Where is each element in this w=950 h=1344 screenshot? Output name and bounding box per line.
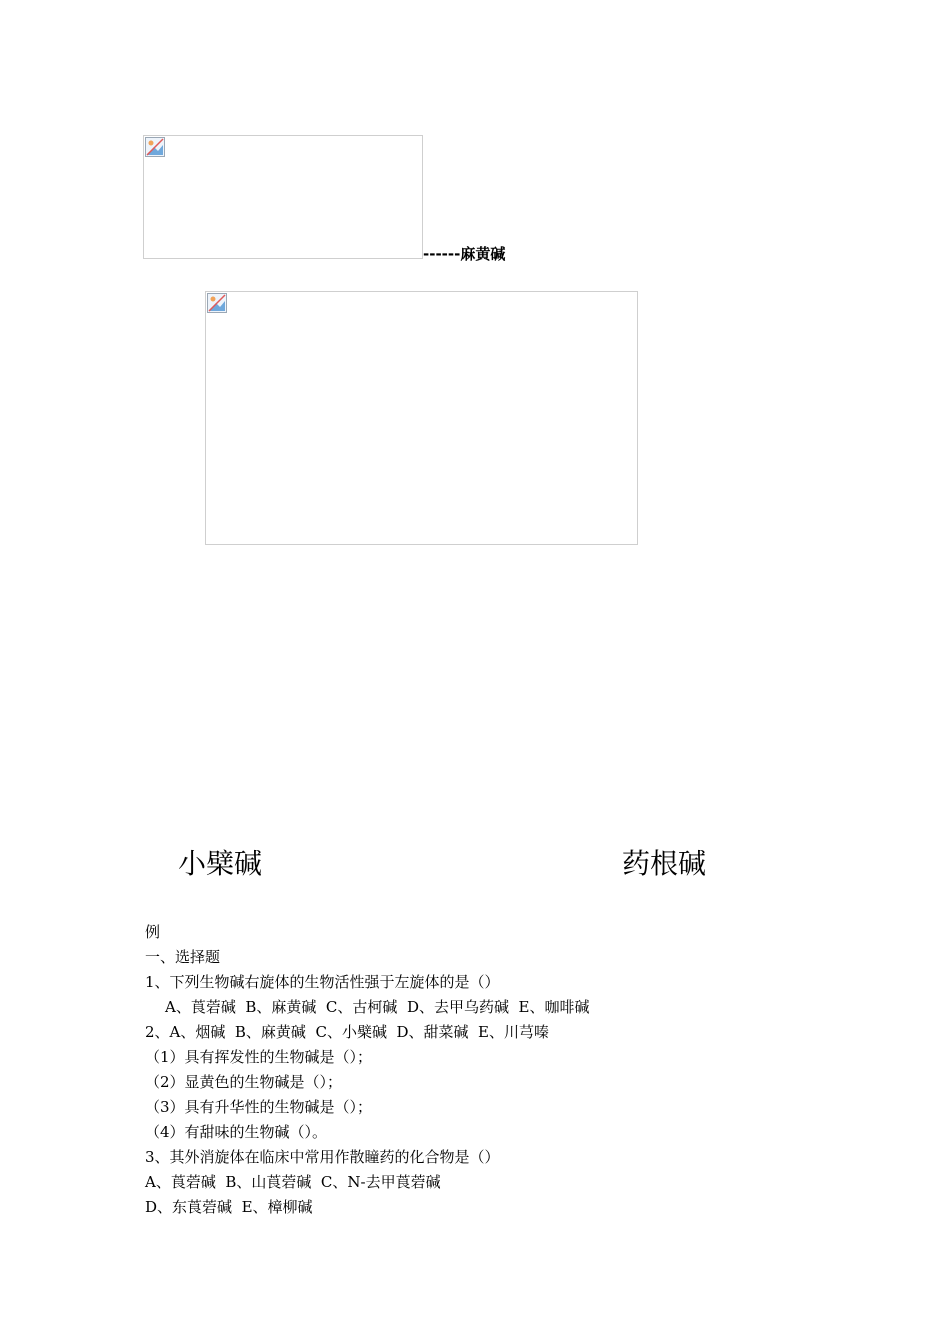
question-2-sub-3: （3）具有升华性的生物碱是（）； [145,1098,373,1116]
question-3: 3、其外消旋体在临床中常用作散瞳药的化合物是（） [145,1148,500,1166]
question-1: 1、下列生物碱右旋体的生物活性强于左旋体的是（） [145,973,500,991]
section-heading: 一、选择题 [145,948,221,966]
figure-caption: ------麻黄碱 [423,245,506,263]
label-berberine: 小檗碱 [178,847,263,880]
question-3-options-a: A、莨菪碱 B、山莨菪碱 C、N-去甲莨菪碱 [145,1173,441,1191]
broken-image-icon [207,293,227,313]
question-1-options: A、莨菪碱 B、麻黄碱 C、古柯碱 D、去甲乌药碱 E、咖啡碱 [165,998,590,1016]
question-3-options-b: D、东莨菪碱 E、樟柳碱 [145,1198,313,1216]
structure-image-2 [205,291,638,545]
structure-image-ephedrine [143,135,423,259]
question-2-sub-4: （4）有甜味的生物碱（）。 [145,1123,328,1141]
question-2: 2、A、烟碱 B、麻黄碱 C、小檗碱 D、甜菜碱 E、川芎嗪 [145,1023,549,1041]
example-label: 例 [145,923,161,941]
broken-image-icon [145,137,165,157]
question-2-sub-2: （2）显黄色的生物碱是（）； [145,1073,343,1091]
label-jatrorrhizine: 药根碱 [622,847,707,880]
question-section [145,920,589,1220]
question-2-sub-1: （1）具有挥发性的生物碱是（）； [145,1048,373,1066]
